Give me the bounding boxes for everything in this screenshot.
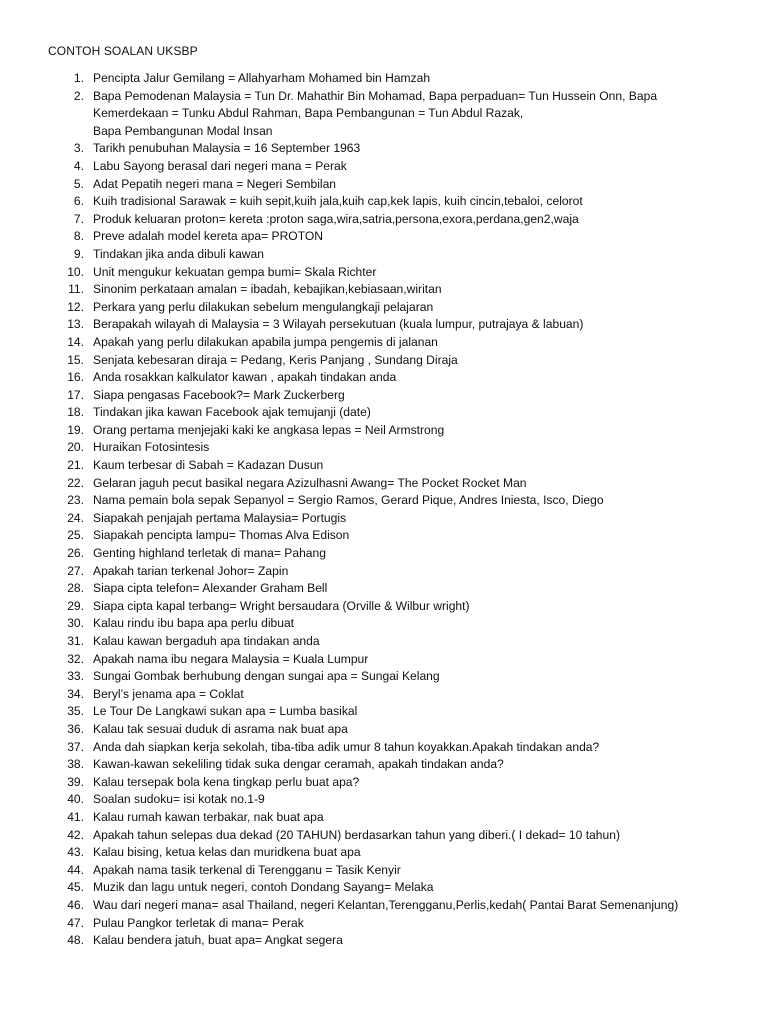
- question-line: Nama pemain bola sepak Sepanyol = Sergio Ramos, Gerard Pique, Andres Iniesta, Isco, Diego: [93, 493, 604, 508]
- question-number: 36.: [67, 721, 84, 736]
- question-line: Anda rosakkan kalkulator kawan , apakah tindakan anda: [93, 370, 397, 385]
- question-number: 34.: [67, 686, 84, 701]
- question-number: 39.: [67, 774, 84, 789]
- question-item: [0, 844, 768, 862]
- question-item: [0, 633, 768, 651]
- question-text: [93, 668, 748, 686]
- question-text: [93, 88, 748, 141]
- question-text: [93, 140, 748, 158]
- question-text: [93, 686, 748, 704]
- question-line: Bapa Pembangunan Modal Insan: [93, 123, 273, 138]
- question-number: 2.: [73, 88, 84, 103]
- question-number: 22.: [67, 475, 84, 490]
- question-line: Kuih tradisional Sarawak = kuih sepit,kuih jala,kuih cap,kek lapis, kuih cincin,tebaloi, celorot: [93, 194, 583, 209]
- question-item: [0, 334, 768, 352]
- question-line: Siapa cipta telefon= Alexander Graham Bell: [93, 581, 328, 596]
- question-line: Tindakan jika anda dibuli kawan: [93, 246, 264, 261]
- question-line: Kemerdekaan = Tunku Abdul Rahman, Bapa Pembangunan = Tun Abdul Razak,: [93, 106, 524, 121]
- question-number: 17.: [67, 387, 84, 402]
- question-text: [93, 475, 748, 493]
- question-text: [93, 510, 748, 528]
- question-text: [93, 334, 748, 352]
- question-line: Siapa pengasas Facebook?= Mark Zuckerberg: [93, 387, 345, 402]
- question-text: [93, 633, 748, 651]
- question-text: [93, 563, 748, 581]
- question-item: [0, 774, 768, 792]
- question-number: 23.: [67, 493, 84, 508]
- question-item: [0, 158, 768, 176]
- question-number: 20.: [67, 440, 84, 455]
- question-item: [0, 492, 768, 510]
- question-line: Kalau bendera jatuh, buat apa= Angkat segera: [93, 933, 343, 948]
- question-item: [0, 439, 768, 457]
- question-line: Anda dah siapkan kerja sekolah, tiba-tiba adik umur 8 tahun koyakkan.Apakah tindakan anda?: [93, 739, 600, 754]
- question-line: Kawan-kawan sekeliling tidak suka dengar ceramah, apakah tindakan anda?: [93, 757, 504, 772]
- question-item: [0, 352, 768, 370]
- question-list: [0, 70, 768, 950]
- question-number: 38.: [67, 757, 84, 772]
- question-text: [93, 246, 748, 264]
- question-number: 30.: [67, 616, 84, 631]
- question-number: 26.: [67, 546, 84, 561]
- question-line: Produk keluaran proton= kereta :proton saga,wira,satria,persona,exora,perdana,gen2,waja: [93, 211, 579, 226]
- question-text: [93, 756, 748, 774]
- question-number: 48.: [67, 933, 84, 948]
- question-item: [0, 703, 768, 721]
- question-item: [0, 228, 768, 246]
- question-text: [93, 651, 748, 669]
- question-item: [0, 88, 768, 141]
- question-text: [93, 439, 748, 457]
- question-number: 25.: [67, 528, 84, 543]
- question-text: [93, 316, 748, 334]
- question-line: Apakah yang perlu dilakukan apabila jumpa pengemis di jalanan: [93, 334, 438, 349]
- question-line: Apakah nama ibu negara Malaysia = Kuala Lumpur: [93, 651, 369, 666]
- question-text: [93, 809, 748, 827]
- question-number: 31.: [67, 634, 84, 648]
- question-item: [0, 70, 768, 88]
- question-number: 27.: [67, 563, 84, 578]
- question-item: [0, 580, 768, 598]
- question-number: 8.: [73, 229, 84, 244]
- question-number: 13.: [67, 317, 84, 332]
- question-line: Orang pertama menjejaki kaki ke angkasa lepas = Neil Armstrong: [93, 422, 445, 437]
- question-text: [93, 897, 748, 915]
- question-number: 42.: [67, 827, 84, 842]
- question-item: [0, 932, 768, 950]
- question-number: 15.: [67, 352, 84, 367]
- question-text: [93, 281, 748, 299]
- question-line: Sinonim perkataan amalan = ibadah, kebajikan,kebiasaan,wiritan: [93, 282, 442, 297]
- question-line: Genting highland terletak di mana= Pahang: [93, 546, 326, 561]
- document-title: CONTOH SOALAN UKSBP: [48, 44, 198, 58]
- question-text: [93, 598, 748, 616]
- question-item: [0, 721, 768, 739]
- question-line: Senjata kebesaran diraja = Pedang, Keris Panjang , Sundang Diraja: [93, 352, 458, 367]
- question-item: [0, 897, 768, 915]
- question-text: [93, 580, 748, 598]
- question-number: 24.: [67, 510, 84, 525]
- question-text: [93, 352, 748, 370]
- question-text: [93, 492, 748, 510]
- question-text: [93, 158, 748, 176]
- question-text: [93, 369, 748, 387]
- question-item: [0, 140, 768, 158]
- question-item: [0, 299, 768, 317]
- question-item: [0, 422, 768, 440]
- question-text: [93, 844, 748, 862]
- question-line: Apakah tahun selepas dua dekad (20 TAHUN) berdasarkan tahun yang diberi.( I dekad= 10 tahun): [93, 827, 620, 842]
- question-number: 12.: [67, 299, 84, 314]
- question-item: [0, 369, 768, 387]
- question-line: Siapakah pencipta lampu= Thomas Alva Edison: [93, 528, 350, 543]
- question-item: [0, 176, 768, 194]
- question-text: [93, 932, 748, 950]
- question-text: [93, 791, 748, 809]
- question-item: [0, 915, 768, 933]
- question-text: [93, 703, 748, 721]
- question-line: Bapa Pemodenan Malaysia = Tun Dr. Mahathir Bin Mohamad, Bapa perpaduan= Tun Hussein Onn, Bapa: [93, 88, 658, 103]
- question-item: [0, 879, 768, 897]
- question-line: Kalau bising, ketua kelas dan muridkena buat apa: [93, 845, 361, 860]
- question-line: Beryl’s jenama apa = Coklat: [93, 686, 244, 701]
- question-item: [0, 756, 768, 774]
- question-number: 45.: [67, 880, 84, 895]
- question-item: [0, 563, 768, 581]
- question-number: 46.: [67, 897, 84, 912]
- question-item: [0, 264, 768, 282]
- question-line: Labu Sayong berasal dari negeri mana = Perak: [93, 158, 347, 173]
- question-line: Adat Pepatih negeri mana = Negeri Sembilan: [93, 176, 337, 191]
- question-line: Pencipta Jalur Gemilang = Allahyarham Mohamed bin Hamzah: [93, 71, 431, 85]
- question-number: 10.: [67, 264, 84, 279]
- question-line: Kalau tersepak bola kena tingkap perlu buat apa?: [93, 774, 360, 789]
- question-number: 44.: [67, 862, 84, 877]
- question-text: [93, 827, 748, 845]
- question-item: [0, 668, 768, 686]
- question-text: [93, 774, 748, 792]
- question-line: Kalau rindu ibu bapa apa perlu dibuat: [93, 616, 295, 631]
- question-item: [0, 809, 768, 827]
- question-text: [93, 211, 748, 229]
- question-line: Perkara yang perlu dilakukan sebelum mengulangkaji pelajaran: [93, 299, 434, 314]
- question-line: Huraikan Fotosintesis: [93, 440, 210, 455]
- question-line: Le Tour De Langkawi sukan apa = Lumba basikal: [93, 704, 358, 719]
- question-line: Unit mengukur kekuatan gempa bumi= Skala Richter: [93, 264, 377, 279]
- question-item: [0, 193, 768, 211]
- question-text: [93, 862, 748, 880]
- question-item: [0, 545, 768, 563]
- question-line: Apakah nama tasik terkenal di Terengganu = Tasik Kenyir: [93, 862, 401, 877]
- question-item: [0, 387, 768, 405]
- question-text: [93, 457, 748, 475]
- question-line: Kalau kawan bergaduh apa tindakan anda: [93, 634, 320, 648]
- question-line: Siapa cipta kapal terbang= Wright bersaudara (Orville & Wilbur wright): [93, 598, 470, 613]
- question-line: Siapakah penjajah pertama Malaysia= Portugis: [93, 510, 347, 525]
- question-item: [0, 827, 768, 845]
- question-number: 40.: [67, 792, 84, 807]
- question-number: 11.: [68, 282, 84, 297]
- question-line: Gelaran jaguh pecut basikal negara Azizulhasni Awang= The Pocket Rocket Man: [93, 475, 527, 490]
- question-item: [0, 457, 768, 475]
- question-number: 9.: [73, 246, 84, 261]
- question-item: [0, 615, 768, 633]
- question-number: 43.: [67, 845, 84, 860]
- question-number: 19.: [67, 422, 84, 437]
- question-text: [93, 193, 748, 211]
- question-number: 5.: [73, 176, 84, 191]
- question-number: 29.: [67, 598, 84, 613]
- question-text: [93, 70, 748, 88]
- question-line: Pulau Pangkor terletak di mana= Perak: [93, 915, 304, 930]
- question-item: [0, 404, 768, 422]
- question-number: 37.: [67, 739, 84, 754]
- question-item: [0, 527, 768, 545]
- question-number: 35.: [67, 704, 84, 719]
- question-item: [0, 651, 768, 669]
- question-item: [0, 281, 768, 299]
- question-text: [93, 545, 748, 563]
- question-line: Kaum terbesar di Sabah = Kadazan Dusun: [93, 458, 324, 473]
- question-line: Wau dari negeri mana= asal Thailand, negeri Kelantan,Terengganu,Perlis,kedah( Pantai Barat Semenanjung): [93, 897, 679, 912]
- question-number: 16.: [67, 370, 84, 385]
- question-text: [93, 228, 748, 246]
- question-line: Tindakan jika kawan Facebook ajak temujanji (date): [93, 405, 371, 420]
- question-line: Sungai Gombak berhubung dengan sungai apa = Sungai Kelang: [93, 669, 440, 684]
- question-number: 41.: [67, 809, 84, 824]
- question-text: [93, 879, 748, 897]
- question-line: Muzik dan lagu untuk negeri, contoh Dondang Sayang= Melaka: [93, 880, 434, 895]
- question-number: 4.: [73, 158, 84, 173]
- question-item: [0, 862, 768, 880]
- question-number: 7.: [73, 211, 84, 226]
- question-text: [93, 387, 748, 405]
- question-item: [0, 316, 768, 334]
- question-number: 28.: [67, 581, 84, 596]
- question-text: [93, 299, 748, 317]
- question-number: 1.: [73, 71, 84, 85]
- question-item: [0, 475, 768, 493]
- question-item: [0, 686, 768, 704]
- question-line: Soalan sudoku= isi kotak no.1-9: [93, 792, 265, 807]
- question-line: Kalau rumah kawan terbakar, nak buat apa: [93, 809, 324, 824]
- question-item: [0, 246, 768, 264]
- question-line: Preve adalah model kereta apa= PROTON: [93, 229, 324, 244]
- question-number: 33.: [67, 669, 84, 684]
- question-item: [0, 598, 768, 616]
- question-item: [0, 211, 768, 229]
- question-text: [93, 404, 748, 422]
- question-item: [0, 739, 768, 757]
- question-text: [93, 527, 748, 545]
- question-line: Berapakah wilayah di Malaysia = 3 Wilayah persekutuan (kuala lumpur, putrajaya & labuan): [93, 317, 584, 332]
- question-number: 3.: [73, 141, 84, 156]
- question-number: 18.: [67, 405, 84, 420]
- question-text: [93, 739, 748, 757]
- question-line: Kalau tak sesuai duduk di asrama nak buat apa: [93, 721, 348, 736]
- question-text: [93, 176, 748, 194]
- question-number: 14.: [67, 334, 84, 349]
- question-line: Tarikh penubuhan Malaysia = 16 September 1963: [93, 141, 361, 156]
- question-line: Apakah tarian terkenal Johor= Zapin: [93, 563, 289, 578]
- question-number: 21.: [67, 458, 84, 473]
- question-text: [93, 264, 748, 282]
- question-text: [93, 422, 748, 440]
- question-number: 47.: [67, 915, 84, 930]
- question-number: 32.: [67, 651, 84, 666]
- question-number: 6.: [73, 194, 84, 209]
- question-text: [93, 615, 748, 633]
- question-text: [93, 721, 748, 739]
- question-item: [0, 510, 768, 528]
- question-item: [0, 791, 768, 809]
- question-text: [93, 915, 748, 933]
